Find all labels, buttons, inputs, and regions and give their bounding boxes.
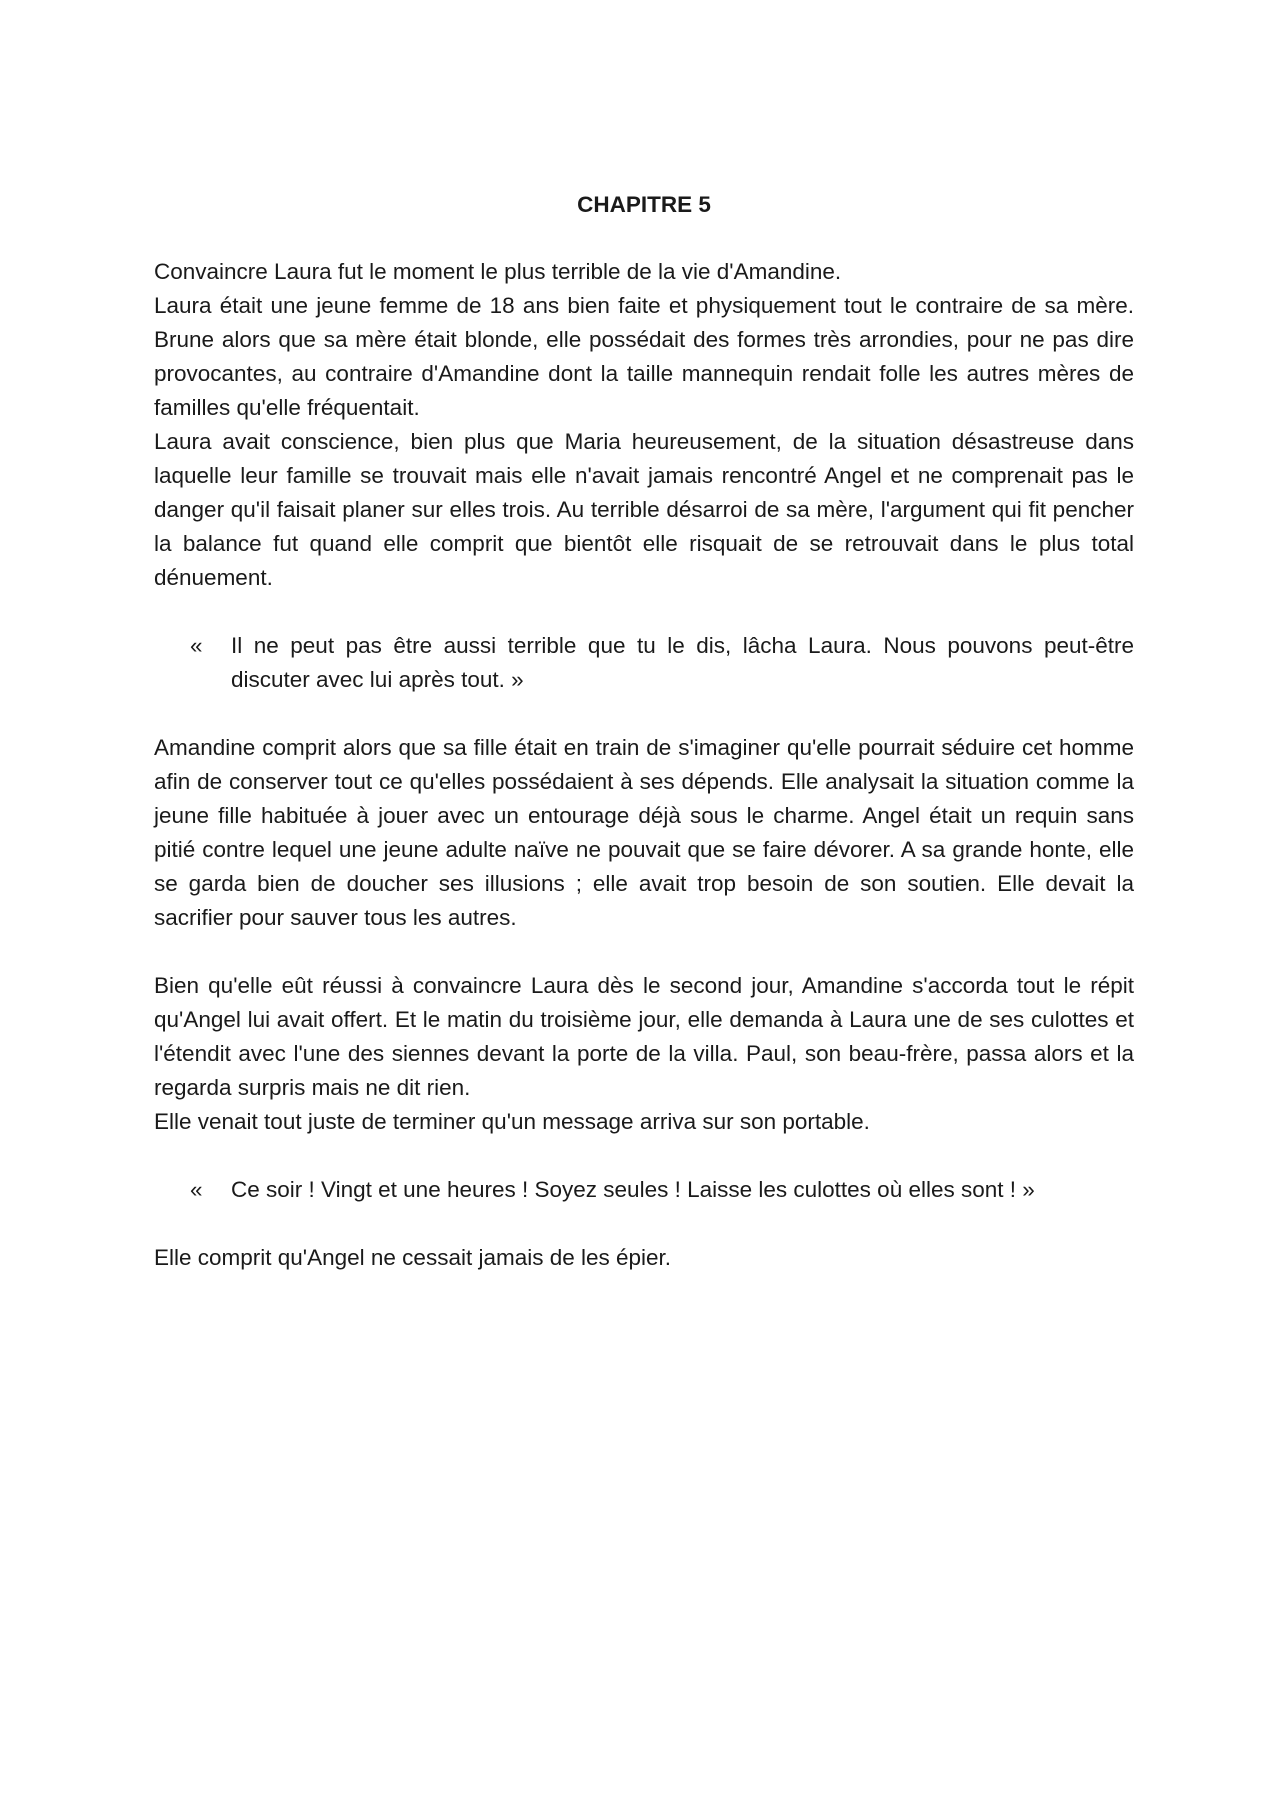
paragraph-gap	[154, 595, 1134, 629]
paragraph-2: Laura était une jeune femme de 18 ans bien faite et physiquement tout le contraire de sa mère. Brune alors que sa mère était blonde, elle possédait des formes très arrondies, pour ne pas dire provocantes, au contraire d'Amandine dont la taille mannequin rendait folle les autres mères de familles qu'elle fréquentait.	[154, 293, 1134, 420]
paragraph-1: Convaincre Laura fut le moment le plus terrible de la vie d'Amandine.	[154, 259, 842, 284]
quote-open-mark: «	[190, 633, 203, 658]
paragraph-gap	[154, 697, 1134, 731]
quote-text-1: Il ne peut pas être aussi terrible que tu le dis, lâcha Laura. Nous pouvons peut-être discuter avec lui après tout. »	[231, 633, 1134, 692]
quote-open-mark: «	[190, 1177, 203, 1202]
document-body	[154, 188, 1134, 1275]
paragraph-4: Amandine comprit alors que sa fille était en train de s'imaginer qu'elle pourrait séduire cet homme afin de conserver tout ce qu'elles possédaient à ses dépends. Elle analysait la situation comme la jeune fille habituée à jouer avec un entourage déjà sous le charme. Angel était un requin sans pitié contre lequel une jeune adulte naïve ne pouvait que se faire dévorer. A sa grande honte, elle se garda bien de doucher ses illusions ; elle avait trop besoin de son soutien. Elle devait la sacrifier pour sauver tous les autres.	[154, 735, 1134, 930]
paragraph-5: Bien qu'elle eût réussi à convaincre Laura dès le second jour, Amandine s'accorda tout le répit qu'Angel lui avait offert. Et le matin du troisième jour, elle demanda à Laura une de ses culottes et l'étendit avec l'une des siennes devant la porte de la villa. Paul, son beau-frère, passa alors et la regarda surpris mais ne dit rien.	[154, 973, 1134, 1100]
paragraph-gap	[154, 1139, 1134, 1173]
paragraph-gap	[154, 935, 1134, 969]
quote-text-2: Ce soir ! Vingt et une heures ! Soyez seules ! Laisse les culottes où elles sont ! »	[231, 1177, 1035, 1202]
dialogue-quote-2	[154, 1173, 1134, 1207]
chapter-title: CHAPITRE 5	[577, 192, 711, 217]
paragraph-gap	[154, 1207, 1134, 1241]
paragraph-3: Laura avait conscience, bien plus que Maria heureusement, de la situation désastreuse dans laquelle leur famille se trouvait mais elle n'avait jamais rencontré Angel et ne comprenait pas le danger qu'il faisait planer sur elles trois. Au terrible désarroi de sa mère, l'argument qui fit pencher la balance fut quand elle comprit que bientôt elle risquait de se retrouvait dans le plus total dénuement.	[154, 429, 1134, 590]
paragraph-6: Elle venait tout juste de terminer qu'un message arriva sur son portable.	[154, 1109, 870, 1134]
paragraph-7: Elle comprit qu'Angel ne cessait jamais de les épier.	[154, 1245, 672, 1270]
dialogue-quote-1	[154, 629, 1134, 697]
